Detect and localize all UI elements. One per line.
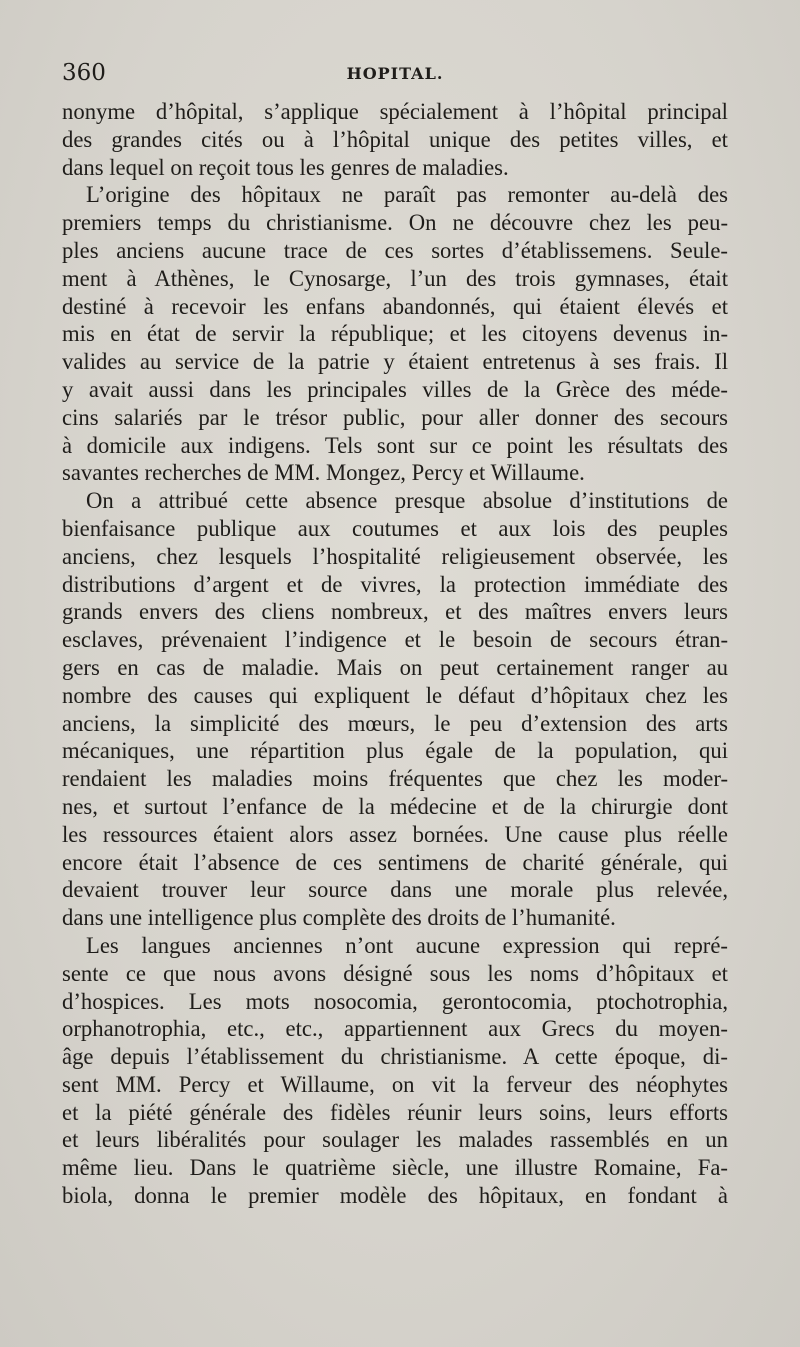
text-line: distributions d’argent et de vivres, la protection immédiate des [62,571,728,597]
text-line: et leurs libéralités pour soulager les malades rassemblés en un [62,1127,728,1153]
text-line: savantes recherches de MM. Mongez, Percy et Willaume. [62,460,585,486]
body-text [62,98,728,1210]
text-line: anciens, chez lesquels l’hospitalité religieusement observée, les [62,543,728,569]
text-line: bienfaisance publique aux coutumes et aux lois des peuples [62,515,728,541]
text-line: cins salariés par le trésor public, pour aller donner des secours [62,404,728,430]
text-line: esclaves, prévenaient l’indigence et le besoin de secours étran- [62,627,728,653]
text-line: On a attribué cette absence presque absolue d’institutions de [86,488,728,514]
text-line: nes, et surtout l’enfance de la médecine et de la chirurgie dont [62,793,728,819]
text-line: gers en cas de maladie. Mais on peut certainement ranger au [62,654,728,680]
text-line: d’hospices. Les mots nosocomia, gerontocomia, ptochotrophia, [62,988,728,1014]
text-line: ment à Athènes, le Cynosarge, l’un des trois gymnases, était [62,265,728,291]
text-line: valides au service de la patrie y étaient entretenus à ses frais. Il [62,349,728,375]
text-line: premiers temps du christianisme. On ne découvre chez les peu- [62,210,728,236]
text-line: sente ce que nous avons désigné sous les noms d’hôpitaux et [62,960,728,986]
text-line: sent MM. Percy et Willaume, on vit la ferveur des néophytes [62,1071,728,1097]
text-line: et la piété générale des fidèles réunir leurs soins, leurs efforts [62,1099,728,1125]
text-line: rendaient les maladies moins fréquentes que chez les moder- [62,766,728,792]
text-line: Les langues anciennes n’ont aucune expression qui repré- [86,932,728,958]
running-head: HOPITAL. [346,64,444,83]
text-line: biola, donna le premier modèle des hôpitaux, en fondant à [62,1183,728,1209]
text-line: les ressources étaient alors assez bornées. Une cause plus réelle [62,821,728,847]
text-line: mis en état de servir la république; et les citoyens devenus in- [62,321,728,347]
text-line: âge depuis l’établissement du christianisme. A cette époque, di- [62,1044,728,1070]
text-line: nonyme d’hôpital, s’applique spécialement à l’hôpital principal [62,99,728,124]
page-header [62,60,728,90]
text-line: des grandes cités ou à l’hôpital unique des petites villes, et [62,126,728,152]
text-line: nombre des causes qui expliquent le défaut d’hôpitaux chez les [62,682,728,708]
text-line: destiné à recevoir les enfans abandonnés, qui étaient élevés et [62,293,728,319]
text-line: dans une intelligence plus complète des droits de l’humanité. [62,905,616,931]
text-line: dans lequel on reçoit tous les genres de maladies. [62,154,509,180]
page-number: 360 [62,60,106,86]
text-line: même lieu. Dans le quatrième siècle, une illustre Romaine, Fa- [62,1155,728,1181]
text-line: devaient trouver leur source dans une morale plus relevée, [62,877,728,903]
text-line: ples anciens aucune trace de ces sortes d’établissemens. Seule- [62,237,728,263]
text-line: orphanotrophia, etc., etc., appartiennent aux Grecs du moyen- [62,1016,728,1042]
text-line: encore était l’absence de ces sentimens de charité générale, qui [62,849,728,875]
text-line: mécaniques, une répartition plus égale de la population, qui [62,738,728,764]
text-line: L’origine des hôpitaux ne paraît pas remonter au-delà des [86,182,728,208]
text-line: anciens, la simplicité des mœurs, le peu d’extension des arts [62,710,728,736]
text-line: y avait aussi dans les principales villes de la Grèce des méde- [62,376,728,402]
text-line: à domicile aux indigens. Tels sont sur ce point les résultats des [62,432,728,458]
text-line: grands envers des cliens nombreux, et des maîtres envers leurs [62,599,728,625]
